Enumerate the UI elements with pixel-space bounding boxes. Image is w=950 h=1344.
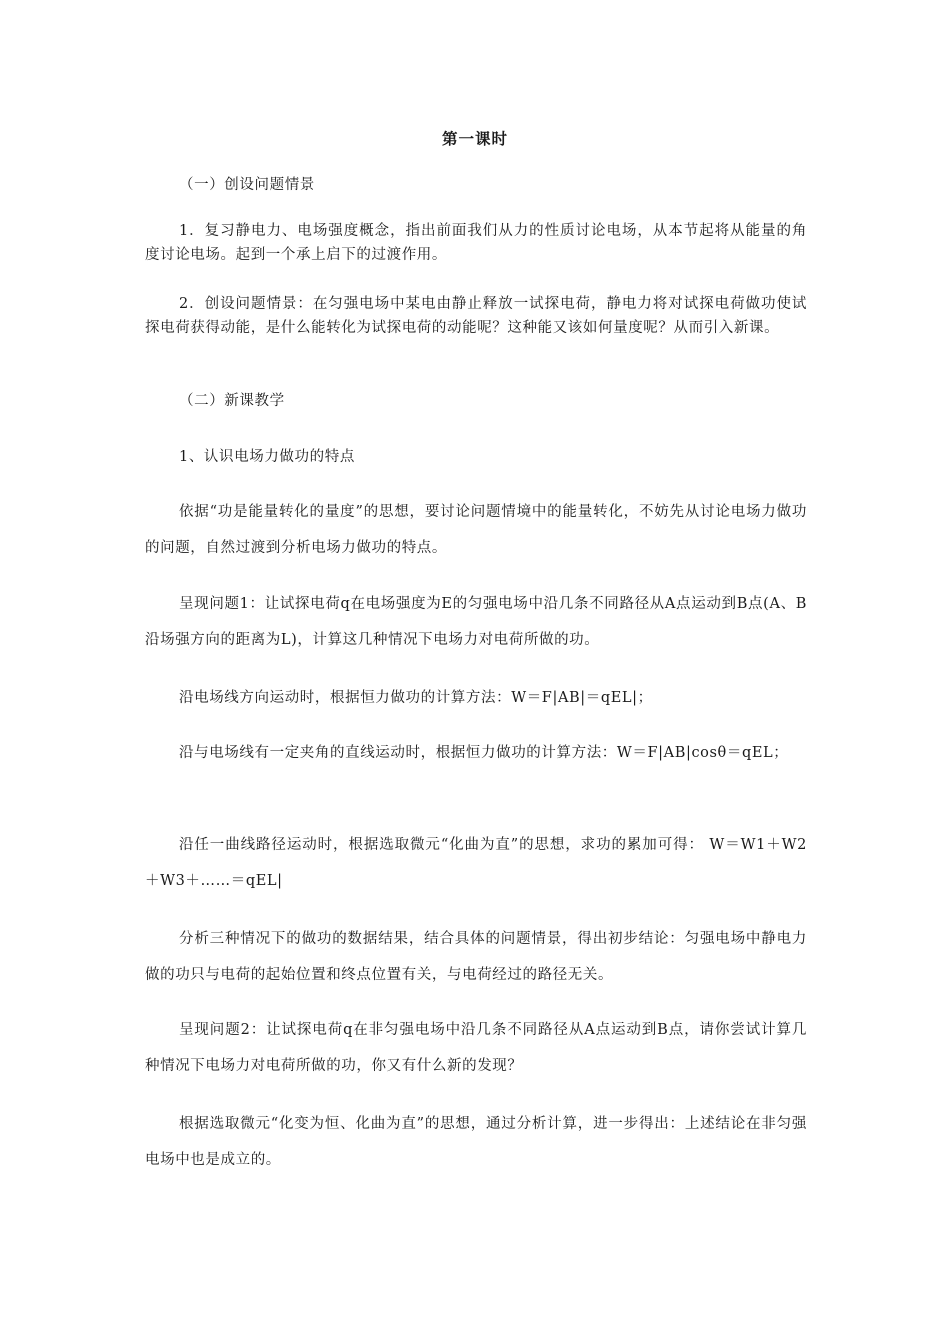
paragraph-review: 1．复习静电力、电场强度概念，指出前面我们从力的性质讨论电场，从本节起将从能量的角度讨论电场。起到一个承上启下的过渡作用。 — [145, 223, 807, 263]
paragraph-preliminary-conclusion: 分析三种情况下的做功的数据结果，结合具体的问题情景，得出初步结论：匀强电场中静电力做的功只与电荷的起始位置和终点位置有关，与电荷经过的路径无关。 — [145, 931, 807, 983]
paragraph-curved-path: 沿任一曲线路径运动时，根据选取微元“化曲为直”的思想，求功的累加可得： W＝W1＋W2＋W3＋……＝qEL| — [145, 837, 807, 889]
subsection-heading-work-features: 1、认识电场力做功的特点 — [179, 449, 355, 465]
paragraph-problem-2: 呈现问题2：让试探电荷q在非匀强电场中沿几条不同路径从A点运动到B点，请你尝试计算几种情况下电场力对电荷所做的功，你又有什么新的发现？ — [145, 1022, 807, 1074]
page-title: 第一课时 — [441, 129, 508, 148]
paragraph-energy-idea: 依据“功是能量转化的量度”的思想，要讨论问题情境中的能量转化，不妨先从讨论电场力做功的问题，自然过渡到分析电场力做功的特点。 — [145, 504, 807, 556]
paragraph-along-field-line: 沿电场线方向运动时，根据恒力做功的计算方法：W＝F|AB|＝qEL|； — [179, 690, 653, 706]
section-heading-create-scenario: （一）创设问题情景 — [179, 177, 315, 193]
paragraph-final-conclusion: 根据选取微元“化变为恒、化曲为直”的思想，通过分析计算，进一步得出：上述结论在非匀强电场中也是成立的。 — [145, 1116, 807, 1168]
paragraph-angled-line: 沿与电场线有一定夹角的直线运动时，根据恒力做功的计算方法：W＝F|AB|cosθ＝qEL； — [179, 745, 789, 761]
section-heading-new-lesson: （二）新课教学 — [179, 393, 285, 409]
paragraph-problem-1: 呈现问题1：让试探电荷q在电场强度为E的匀强电场中沿几条不同路径从A点运动到B点(A、B沿场强方向的距离为L)，计算这几种情况下电场力对电荷所做的功。 — [145, 596, 807, 648]
paragraph-scenario: 2．创设问题情景：在匀强电场中某电由静止释放一试探电荷，静电力将对试探电荷做功使试探电荷获得动能，是什么能转化为试探电荷的动能呢？这种能又该如何量度呢？从而引入新课。 — [145, 296, 807, 336]
